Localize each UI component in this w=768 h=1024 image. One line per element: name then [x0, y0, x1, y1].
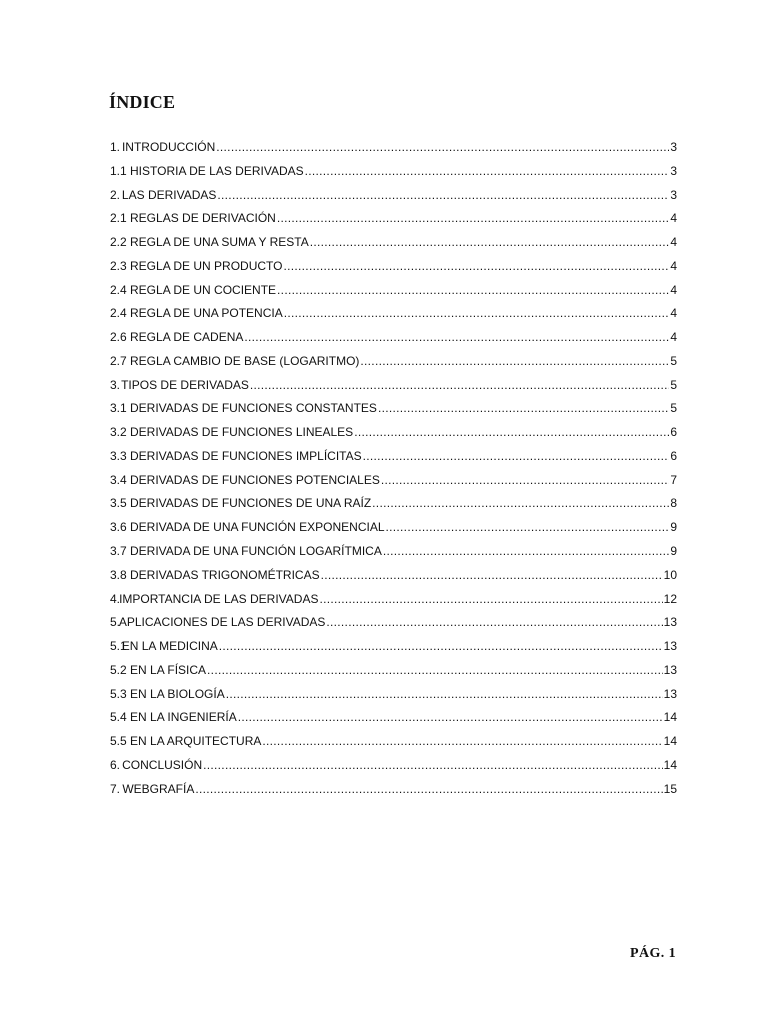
toc-entry-page: 4: [670, 282, 677, 297]
toc-entry[interactable]: [110, 136, 677, 160]
toc-entry[interactable]: [110, 635, 677, 659]
toc-entry-page: 6: [670, 425, 677, 440]
toc-entry-page: 5: [670, 377, 677, 392]
toc-entry-title: 5.4 EN LA INGENIERÍA: [110, 710, 237, 725]
toc-entry-title: 2.3 REGLA DE UN PRODUCTO: [110, 258, 283, 273]
toc-entry-title: 3.5 DERIVADAS DE FUNCIONES DE UNA RAÍZ: [110, 496, 372, 511]
toc-entry-page: 3: [670, 187, 677, 202]
toc-entry-title: 3.8 DERIVADAS TRIGONOMÉTRICAS: [110, 567, 320, 582]
toc-entry-page: 5: [670, 401, 677, 416]
toc-dot-leader: [262, 730, 662, 754]
page-number: PÁG. 1: [630, 946, 676, 961]
toc-entry-title: 2.2 REGLA DE UNA SUMA Y RESTA: [110, 235, 309, 250]
toc-entry-page: 10: [663, 567, 677, 582]
toc-dot-leader: [277, 207, 669, 231]
toc-entry[interactable]: [110, 564, 677, 588]
toc-dot-leader: [381, 469, 669, 493]
toc-entry[interactable]: [110, 516, 677, 540]
toc-entry[interactable]: [110, 588, 677, 612]
toc-entry[interactable]: [110, 492, 677, 516]
toc-entry[interactable]: [110, 255, 677, 279]
toc-entry-page: 4: [670, 235, 677, 250]
toc-entry-number: 2.: [110, 187, 121, 202]
toc-entry-title: IMPORTANCIA DE LAS DERIVADAS: [119, 591, 319, 606]
toc-dot-leader: [195, 778, 662, 802]
toc-entry[interactable]: [110, 730, 677, 754]
toc-entry-title: 5.3 EN LA BIOLOGÍA: [110, 686, 225, 701]
toc-entry-title: 1.1 HISTORIA DE LAS DERIVADAS: [110, 163, 304, 178]
toc-entry-title: 3.1 DERIVADAS DE FUNCIONES CONSTANTES: [110, 401, 377, 416]
toc-entry[interactable]: [110, 754, 677, 778]
toc-dot-leader: [372, 492, 669, 516]
toc-entry-page: 15: [663, 781, 677, 796]
toc-entry-title: APLICACIONES DE LAS DERIVADAS: [118, 615, 326, 630]
toc-entry-page: 13: [663, 615, 677, 630]
toc-entry[interactable]: [110, 421, 677, 445]
toc-dot-leader: [383, 540, 669, 564]
page-title: ÍNDICE: [109, 92, 176, 112]
toc-entry-title: 3.2 DERIVADAS DE FUNCIONES LINEALES: [110, 425, 354, 440]
toc-dot-leader: [305, 160, 670, 184]
toc-entry-number: 3.: [110, 377, 121, 392]
toc-entry[interactable]: [110, 659, 677, 683]
toc-entry-title: LAS DERIVADAS: [121, 187, 217, 202]
toc-entry-number: 1.: [110, 140, 121, 154]
toc-dot-leader: [250, 374, 669, 398]
toc-dot-leader: [354, 421, 669, 445]
toc-entry[interactable]: [110, 231, 677, 255]
toc-entry-title: 3.7 DERIVADA DE UNA FUNCIÓN LOGARÍTMICA: [110, 544, 382, 559]
toc-entry[interactable]: [110, 160, 677, 184]
toc-entry[interactable]: [110, 302, 677, 326]
toc-entry-title: CONCLUSIÓN: [122, 757, 203, 772]
toc-entry-title: 2.7 REGLA CAMBIO DE BASE (LOGARITMO): [110, 353, 360, 368]
toc-entry-page: 6: [670, 448, 677, 463]
toc-entry-page: 14: [663, 734, 677, 749]
toc-dot-leader: [386, 516, 670, 540]
toc-entry-title: 3.6 DERIVADA DE UNA FUNCIÓN EXPONENCIAL: [110, 520, 385, 535]
toc-entry[interactable]: [110, 706, 677, 730]
toc-dot-leader: [219, 635, 663, 659]
toc-entry-title: 5.2 EN LA FÍSICA: [110, 662, 207, 677]
toc-entry-page: 5: [670, 353, 677, 368]
toc-entry-title: TIPOS DE DERIVADAS: [121, 377, 249, 392]
toc-entry-number: 7.: [110, 781, 121, 796]
toc-entry-title: 2.4 REGLA DE UNA POTENCIA: [110, 306, 283, 321]
toc-entry[interactable]: [110, 778, 677, 802]
toc-dot-leader: [284, 255, 670, 279]
toc-entry-title: INTRODUCCIÓN: [121, 140, 216, 154]
toc-entry-page: 9: [670, 520, 677, 535]
toc-entry-number: 4.: [110, 591, 121, 606]
toc-dot-leader: [319, 588, 662, 612]
toc-entry-number: 6.: [110, 757, 121, 772]
toc-entry-title: EN LA MEDICINA: [121, 639, 218, 654]
toc-dot-leader: [217, 184, 669, 208]
toc-entry-page: 13: [663, 662, 677, 677]
toc-entry[interactable]: [110, 397, 677, 421]
toc-entry-title: 2.1 REGLAS DE DERIVACIÓN: [110, 211, 276, 226]
toc-entry-page: 8: [670, 496, 677, 511]
toc-entry-page: 13: [663, 686, 677, 701]
toc-entry-page: 4: [670, 330, 677, 345]
toc-dot-leader: [284, 302, 670, 326]
toc-entry[interactable]: [110, 445, 677, 469]
toc-entry-title: 3.4 DERIVADAS DE FUNCIONES POTENCIALES: [110, 472, 380, 487]
toc-dot-leader: [216, 136, 669, 160]
toc-entry-page: 9: [670, 544, 677, 559]
toc-entry[interactable]: [110, 683, 677, 707]
toc-dot-leader: [363, 445, 670, 469]
toc-dot-leader: [226, 683, 663, 707]
toc-entry-page: 4: [670, 306, 677, 321]
toc-dot-leader: [277, 279, 669, 303]
toc-entry-page: 7: [670, 472, 677, 487]
toc-entry-page: 13: [663, 639, 677, 654]
toc-dot-leader: [203, 754, 663, 778]
toc-entry[interactable]: [110, 350, 677, 374]
toc-entry-page: 14: [663, 757, 677, 772]
toc-entry[interactable]: [110, 326, 677, 350]
toc-entry-title: 2.6 REGLA DE CADENA: [110, 330, 244, 345]
toc-dot-leader: [378, 397, 669, 421]
toc-dot-leader: [244, 326, 669, 350]
toc-dot-leader: [310, 231, 670, 255]
toc-entry[interactable]: [110, 184, 677, 208]
toc-entry[interactable]: [110, 469, 677, 493]
toc-dot-leader: [238, 706, 663, 730]
toc-entry-title: 2.4 REGLA DE UN COCIENTE: [110, 282, 277, 297]
table-of-contents: [110, 136, 677, 801]
toc-entry[interactable]: [110, 540, 677, 564]
toc-entry-page: 3: [670, 163, 677, 178]
toc-entry-page: 14: [663, 710, 677, 725]
toc-entry-number: 5.1: [110, 639, 127, 654]
toc-dot-leader: [321, 564, 663, 588]
toc-entry-title: 5.5 EN LA ARQUITECTURA: [110, 734, 262, 749]
toc-entry[interactable]: [110, 207, 677, 231]
toc-dot-leader: [207, 659, 663, 683]
toc-entry-page: 3: [670, 140, 677, 154]
toc-entry-page: 4: [670, 211, 677, 226]
toc-entry[interactable]: [110, 279, 677, 303]
toc-entry[interactable]: [110, 611, 677, 635]
toc-dot-leader: [360, 350, 669, 374]
toc-entry-title: WEBGRAFÍA: [122, 781, 195, 796]
toc-entry-page: 12: [663, 591, 677, 606]
toc-entry-number: 5.: [110, 615, 121, 630]
toc-entry-title: 3.3 DERIVADAS DE FUNCIONES IMPLÍCITAS: [110, 448, 362, 463]
toc-entry-page: 4: [670, 258, 677, 273]
toc-entry[interactable]: [110, 374, 677, 398]
toc-dot-leader: [326, 611, 662, 635]
